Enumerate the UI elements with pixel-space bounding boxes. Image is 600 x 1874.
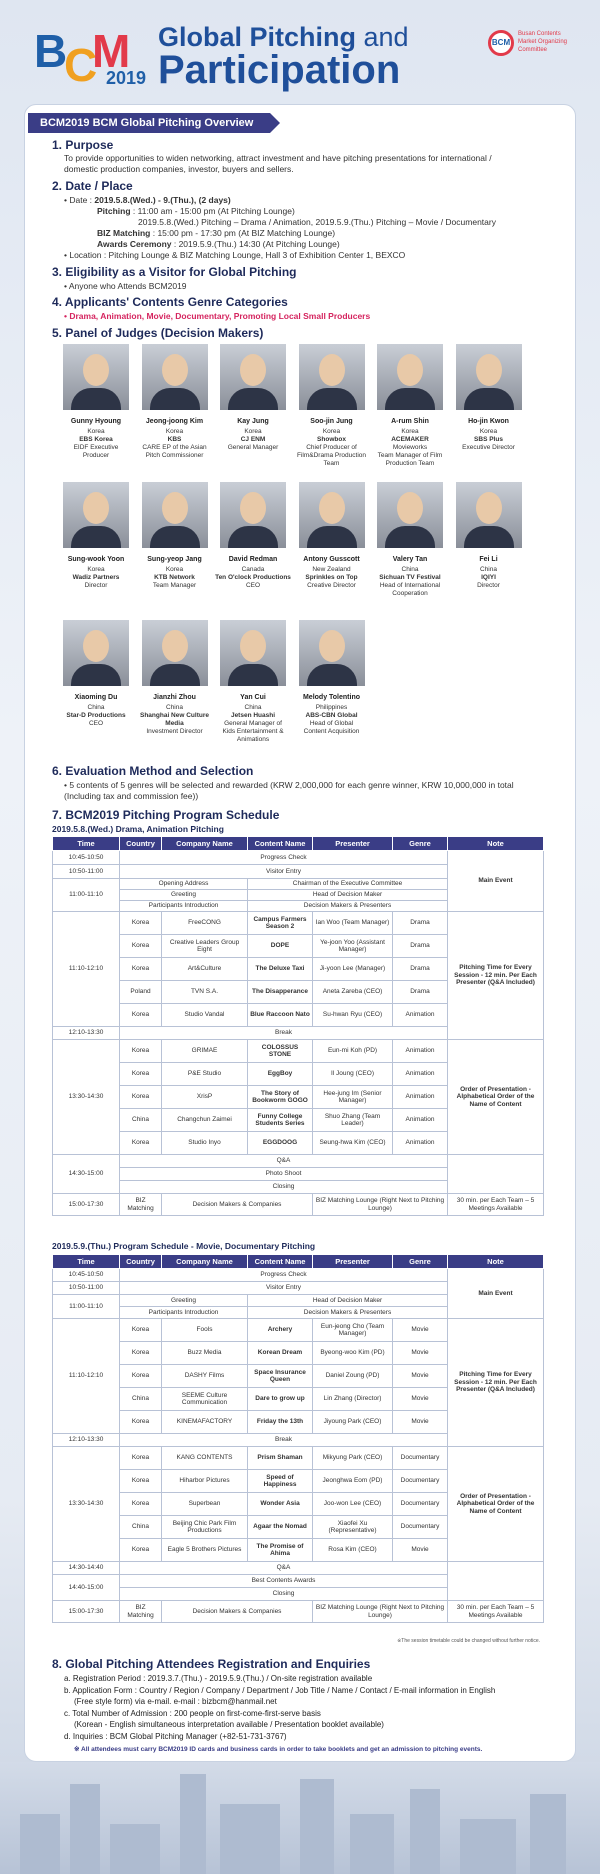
judge-photo bbox=[220, 344, 286, 410]
judge-name: Yan Cui bbox=[240, 694, 266, 701]
judge-photo bbox=[142, 344, 208, 410]
judge-name: Sung-wook Yoon bbox=[67, 556, 125, 563]
table-row: 10:45-10:50 Progress Check Main Event bbox=[53, 1269, 544, 1282]
table-row: Korea DASHY Films Space Insurance Queen Daniel Zoung (PD) Movie bbox=[53, 1365, 544, 1388]
table-row: 13:30-14:30 Korea GRIMAE COLOSSUS STONE Eun-mi Koh (PD) Animation Order of Presentation - Alphabetical Order of the Name of Content bbox=[53, 1040, 544, 1063]
table-row: Korea Studio Vandal Blue Raccoon Nato Su-hwan Ryu (CEO) Animation bbox=[53, 1004, 544, 1027]
table-row: Korea Studio Inyo EGGDOOG Seung-hwa Kim (CEO) Animation bbox=[53, 1132, 544, 1155]
judge-photo bbox=[220, 620, 286, 686]
table-row: Participants Introduction Decision Makers & Presenters bbox=[53, 901, 544, 912]
judge-card bbox=[372, 482, 448, 598]
judge-name: Fei Li bbox=[479, 556, 498, 563]
judge-affiliation: Korea Wadiz Partners Director bbox=[72, 566, 120, 589]
table-header-row: Time Country Company Name Content Name Presenter Genre Note bbox=[53, 1255, 544, 1269]
judge-photo bbox=[220, 482, 286, 548]
evaluation-text-1: • 5 contents of 5 genres will be selected and rewarded (KRW 2,000,000 for each genre winner, KRW 10,000,000 in total bbox=[64, 780, 514, 790]
judge-name: Kay Jung bbox=[237, 418, 269, 425]
table-row: 12:10-13:30 Break bbox=[53, 1027, 544, 1040]
application-form: b. Application Form : Country / Region / Company / Department / Job Title / Name / Contact / E-mail information in English bbox=[64, 1686, 496, 1695]
judge-card bbox=[215, 482, 291, 590]
table-row: 11:00-11:10 Greeting Head of Decision Maker bbox=[53, 1295, 544, 1307]
table-row: Korea Superbean Wonder Asia Joo-won Lee (CEO) Documentary bbox=[53, 1493, 544, 1516]
judge-affiliation: Korea Showbox Chief Producer of Film&Drama Production Team bbox=[297, 428, 366, 467]
table-row: 10:45-10:50 Progress Check Main Event bbox=[53, 851, 544, 865]
judge-card bbox=[137, 482, 213, 590]
table-row: China Beijing Chic Park Film Productions Agaar the Nomad Xiaofei Xu (Representative) Documentary bbox=[53, 1516, 544, 1539]
table-row: Poland TVN S.A. The Disapperance Aneta Zareba (CEO) Drama bbox=[53, 981, 544, 1004]
judge-affiliation: New Zealand Sprinkles on Top Creative Director bbox=[305, 566, 358, 589]
timetable-note: ※The session timetable could be changed without further notice. bbox=[397, 1638, 540, 1644]
judge-photo bbox=[377, 344, 443, 410]
day2-subtitle: 2019.5.9.(Thu.) Program Schedule - Movie, Documentary Pitching bbox=[52, 1241, 316, 1251]
judge-affiliation: Korea EBS Korea EIDF Executive Producer bbox=[73, 428, 119, 459]
judge-photo bbox=[299, 344, 365, 410]
table-row: 13:30-14:30 Korea KANG CONTENTS Prism Shaman Mikyung Park (CEO) Documentary Order of Presentation - Alphabetical Order of the Name of Content bbox=[53, 1447, 544, 1470]
judge-name: David Redman bbox=[228, 556, 278, 563]
judge-card bbox=[451, 482, 527, 590]
bcm-logo: B C M 2019 bbox=[34, 25, 147, 91]
judge-photo bbox=[142, 620, 208, 686]
judge-card bbox=[58, 482, 134, 590]
header bbox=[0, 0, 600, 100]
table-row: China Changchun Zaimei Funny College Students Series Shuo Zhang (Team Leader) Animation bbox=[53, 1109, 544, 1132]
table-row: 14:30-15:00 Q&A bbox=[53, 1155, 544, 1168]
judge-card bbox=[372, 344, 448, 468]
pitching-detail-line: 2019.5.8.(Wed.) Pitching – Drama / Animation, 2019.5.9.(Thu.) Pitching – Movie / Documentary bbox=[138, 217, 496, 227]
judge-affiliation: Canada Ten O'clock Productions CEO bbox=[215, 566, 291, 589]
table-header-row: Time Country Company Name Content Name Presenter Genre Note bbox=[53, 837, 544, 851]
judge-affiliation: Korea CJ ENM General Manager bbox=[227, 428, 279, 451]
application-email: (Free style form) via e-mail. e-mail : bizbcm@hanmail.net bbox=[74, 1697, 277, 1706]
judge-affiliation: China Shanghai New Culture Media Investment Director bbox=[140, 704, 209, 735]
day1-schedule-table bbox=[52, 836, 544, 1216]
table-row: 11:00-11:10 Opening Address Chairman of the Executive Committee bbox=[53, 879, 544, 890]
judge-photo bbox=[299, 482, 365, 548]
table-row: Korea Eagle 5 Brothers Pictures The Promise of Ahima Rosa Kim (CEO) Movie bbox=[53, 1539, 544, 1562]
judge-affiliation: Korea ACEMAKER Movieworks Team Manager of Film Production Team bbox=[377, 428, 443, 467]
judge-card bbox=[294, 482, 370, 590]
judge-photo bbox=[142, 482, 208, 548]
judge-affiliation: China Jetsen Huashi General Manager of Kids Entertainment & Animations bbox=[222, 704, 284, 743]
table-row: 14:30-14:40 Q&A bbox=[53, 1562, 544, 1575]
organizer-badge: BCM Busan Contents Market Organizing Committee bbox=[488, 28, 580, 58]
judge-photo bbox=[456, 482, 522, 548]
judge-name: Gunny Hyoung bbox=[70, 418, 122, 425]
judge-name: Valery Tan bbox=[392, 556, 428, 563]
judge-card bbox=[58, 344, 134, 460]
eligibility-text: • Anyone who Attends BCM2019 bbox=[64, 281, 187, 291]
table-row: Korea Creative Leaders Group Eight DOPE Ye-joon Yoo (Assistant Manager) Drama bbox=[53, 935, 544, 958]
page-title-line1: Global Pitching and bbox=[158, 22, 409, 52]
table-row: Photo Shoot bbox=[53, 1168, 544, 1181]
location-line: • Location : Pitching Lounge & BIZ Matching Lounge, Hall 3 of Exhibition Center 1, BEXCO bbox=[64, 250, 406, 260]
judge-name: A-rum Shin bbox=[391, 418, 429, 425]
judge-photo bbox=[299, 620, 365, 686]
table-row: 15:00-17:30 BIZ Matching Decision Makers & Companies BIZ Matching Lounge (Right Next to Pitching Lounge) 30 min. per Each Team – 5 Meetings Available bbox=[53, 1601, 544, 1623]
admission-total: c. Total Number of Admission : 200 people on first-come-first-serve basis bbox=[64, 1709, 321, 1718]
table-row: Participants Introduction Decision Makers & Presenters bbox=[53, 1307, 544, 1319]
table-row: 15:00-17:30 BIZ Matching Decision Makers & Companies BIZ Matching Lounge (Right Next to Pitching Lounge) 30 min. per Each Team – 5 Meetings Available bbox=[53, 1194, 544, 1216]
table-row: Closing bbox=[53, 1181, 544, 1194]
genre-text: • Drama, Animation, Movie, Documentary, Promoting Local Small Producers bbox=[64, 311, 371, 321]
section-registration-title: 8. Global Pitching Attendees Registration and Enquiries bbox=[52, 1657, 371, 1671]
section-schedule-title: 7. BCM2019 Pitching Program Schedule bbox=[52, 808, 280, 822]
awards-line: Awards Ceremony : 2019.5.9.(Thu.) 14:30 (At Pitching Lounge) bbox=[97, 239, 340, 249]
judge-card bbox=[451, 344, 527, 452]
judge-affiliation: Korea KTB Network Team Manager bbox=[152, 566, 197, 589]
section-evaluation-title: 6. Evaluation Method and Selection bbox=[52, 764, 254, 778]
table-row: 14:40-15:00 Best Contents Awards bbox=[53, 1575, 544, 1588]
table-row: 10:50-11:00 Visitor Entry bbox=[53, 865, 544, 879]
judge-photo bbox=[63, 344, 129, 410]
table-row: China SEEME Culture Communication Dare to grow up Lin Zhang (Director) Movie bbox=[53, 1388, 544, 1411]
judge-affiliation: Korea SBS Plus Executive Director bbox=[462, 428, 515, 451]
judge-affiliation: Korea KBS CARE EP of the Asian Pitch Commissioner bbox=[142, 428, 207, 459]
judge-name: Jeong-joong Kim bbox=[145, 418, 204, 425]
table-row: Korea P&E Studio EggBoy Il Joung (CEO) Animation bbox=[53, 1063, 544, 1086]
judge-card bbox=[137, 620, 213, 736]
judge-name: Melody Tolentino bbox=[302, 694, 361, 701]
inquiries: d. Inquiries : BCM Global Pitching Manager (+82-51-731-3767) bbox=[64, 1732, 287, 1741]
date-line: • Date : 2019.5.8.(Wed.) - 9.(Thu.), (2 days) bbox=[64, 195, 231, 205]
judge-card bbox=[215, 620, 291, 744]
attendee-footnote: ※ All attendees must carry BCM2019 ID cards and business cards in order to take booklets and get an admission to pitching events. bbox=[74, 1746, 483, 1753]
table-row: Closing bbox=[53, 1588, 544, 1601]
table-row: 12:10-13:30 Break bbox=[53, 1434, 544, 1447]
table-row: Korea Hiharbor Pictures Speed of Happiness Jeonghwa Eom (PD) Documentary bbox=[53, 1470, 544, 1493]
registration-period: a. Registration Period : 2019.3.7.(Thu.) - 2019.5.9.(Thu.) / On-site registration available bbox=[64, 1674, 373, 1683]
judge-photo bbox=[456, 344, 522, 410]
section-genre-title: 4. Applicants' Contents Genre Categories bbox=[52, 295, 288, 309]
table-row: Korea XrisP The Story of Bookworm GOGO Hee-jung Im (Senior Manager) Animation bbox=[53, 1086, 544, 1109]
judge-card bbox=[294, 344, 370, 468]
judge-affiliation: China IQIYI Director bbox=[477, 566, 500, 589]
evaluation-text-2: (Including tax and commission fee)) bbox=[64, 791, 199, 801]
judge-card bbox=[294, 620, 370, 736]
judge-photo bbox=[63, 482, 129, 548]
page-title-line2: Participation bbox=[158, 48, 401, 92]
section-purpose-title: 1. Purpose bbox=[52, 138, 114, 152]
judge-card bbox=[58, 620, 134, 728]
judge-name: Xiaoming Du bbox=[74, 694, 118, 701]
table-row: Greeting Head of Decision Maker bbox=[53, 890, 544, 901]
judge-name: Jianzhi Zhou bbox=[153, 694, 196, 701]
table-row: 10:50-11:00 Visitor Entry bbox=[53, 1282, 544, 1295]
pitching-line: Pitching : 11:00 am - 15:00 pm (At Pitching Lounge) bbox=[97, 206, 295, 216]
judge-name: Ho-jin Kwon bbox=[468, 418, 509, 425]
interpretation-note: (Korean - English simultaneous interpretation available / Presentation booklet available) bbox=[74, 1720, 384, 1729]
judge-photo bbox=[377, 482, 443, 548]
section-eligibility-title: 3. Eligibility as a Visitor for Global Pitching bbox=[52, 265, 297, 279]
judge-affiliation: Philippines ABS-CBN Global Head of Global Content Acquisition bbox=[303, 704, 360, 735]
purpose-text-1: To provide opportunities to widen networking, attract investment and have pitching presentations for international / bbox=[64, 153, 492, 163]
table-row: Korea Buzz Media Korean Dream Byeong-woo Kim (PD) Movie bbox=[53, 1342, 544, 1365]
judge-name: Antony Gusscott bbox=[303, 556, 360, 563]
day1-subtitle: 2019.5.8.(Wed.) Drama, Animation Pitching bbox=[52, 824, 224, 834]
judge-card bbox=[215, 344, 291, 452]
table-row: Korea Art&Culture The Deluxe Taxi Ji-yoon Lee (Manager) Drama bbox=[53, 958, 544, 981]
purpose-text-2: domestic production companies, investor, buyers and sellers. bbox=[64, 164, 294, 174]
biz-matching-line: BIZ Matching : 15:00 pm - 17:30 pm (At BIZ Matching Lounge) bbox=[97, 228, 336, 238]
table-row: Korea KINEMAFACTORY Friday the 13th Jiyoung Park (CEO) Movie bbox=[53, 1411, 544, 1434]
judge-affiliation: China Star-D Productions CEO bbox=[66, 704, 126, 727]
day2-schedule-table bbox=[52, 1254, 544, 1623]
overview-banner: BCM2019 BCM Global Pitching Overview bbox=[28, 113, 270, 133]
section-judges-title: 5. Panel of Judges (Decision Makers) bbox=[52, 326, 264, 340]
table-row: 11:10-12:10 Korea FreeCONG Campus Farmers Season 2 Ian Woo (Team Manager) Drama Pitching Time for Every Session - 12 min. Per Each Presenter (Q&A Included) bbox=[53, 912, 544, 935]
judge-card bbox=[137, 344, 213, 460]
judge-affiliation: China Sichuan TV Festival Head of International Cooperation bbox=[379, 566, 441, 597]
judge-name: Sung-yeop Jang bbox=[147, 556, 202, 563]
table-row: 11:10-12:10 Korea Fools Archery Eun-jeong Cho (Team Manager) Movie Pitching Time for Every Session - 12 min. Per Each Presenter (Q&A Included) bbox=[53, 1319, 544, 1342]
judge-photo bbox=[63, 620, 129, 686]
city-skyline-background bbox=[0, 1762, 600, 1874]
judge-name: Soo-jin Jung bbox=[310, 418, 353, 425]
section-date-title: 2. Date / Place bbox=[52, 179, 133, 193]
